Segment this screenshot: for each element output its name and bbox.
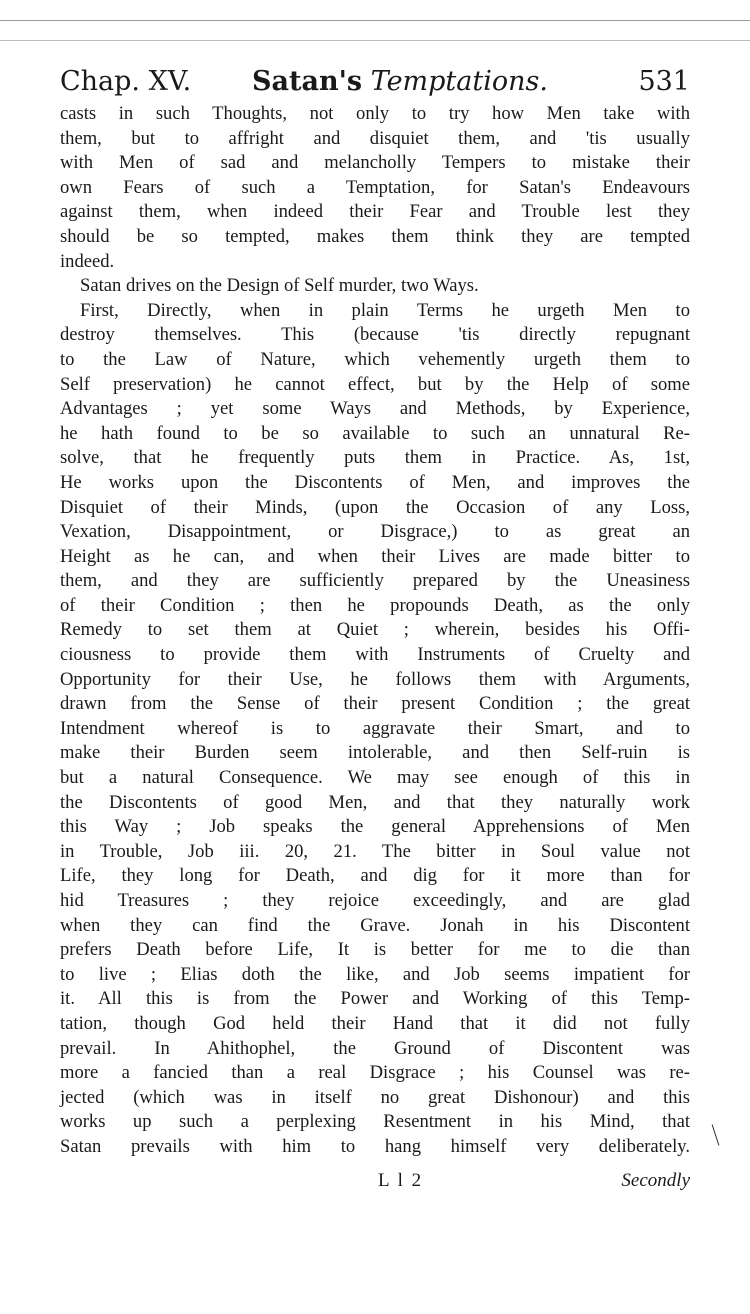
catchword: Secondly [621, 1169, 690, 1191]
text-line: solve, that he frequently puts them in Practice. As, 1st, [60, 447, 690, 469]
text-line: with Men of sad and melancholly Tempers to mistake their [60, 152, 690, 174]
text-line: jected (which was in itself no great Dishonour) and this [60, 1086, 690, 1108]
text-line: First, Directly, when in plain Terms he urgeth Men to [80, 299, 690, 321]
margin-mark [712, 1124, 720, 1145]
text-line: prevail. In Ahithophel, the Ground of Discontent was [60, 1037, 690, 1059]
text-line: Remedy to set them at Quiet ; wherein, besides his Offi- [60, 619, 690, 641]
chapter-heading: Chap. XV. [60, 66, 192, 97]
text-line: in Trouble, Job iii. 20, 21. The bitter in Soul value not [60, 840, 690, 862]
text-line: indeed. [60, 250, 115, 272]
text-line: Vexation, Disappointment, or Disgrace,) to as great an [60, 521, 690, 543]
text-line: works up such a perplexing Resentment in his Mind, that [60, 1111, 690, 1133]
text-line: but a natural Consequence. We may see enough of this in [60, 767, 690, 789]
text-line: drawn from the Sense of their present Condition ; the great [60, 693, 690, 715]
text-line: Satan drives on the Design of Self murder, two Ways. [80, 275, 479, 297]
text-line: hid Treasures ; they rejoice exceedingly, and are glad [60, 890, 690, 911]
text-line: when they can find the Grave. Jonah in his Discontent [60, 914, 690, 936]
text-line: to the Law of Nature, which vehemently urgeth them to [60, 348, 690, 370]
top-rule [0, 20, 750, 21]
text-line: this Way ; Job speaks the general Apprehensions of Men [60, 816, 690, 838]
text-line: more a fancied than a real Disgrace ; his Counsel was re- [60, 1062, 690, 1084]
running-title [252, 64, 548, 100]
text-line: Opportunity for their Use, he follows them with Arguments, [60, 668, 690, 690]
text-line: them, but to affright and disquiet them, and 'tis usually [60, 127, 690, 149]
second-rule [0, 40, 750, 41]
text-line: it. All this is from the Power and Working of this Temp- [60, 988, 690, 1010]
text-line: prefers Death before Life, It is better for me to die than [60, 939, 690, 961]
body-text [60, 102, 690, 1160]
running-header [60, 62, 690, 102]
text-line: make their Burden seem intolerable, and then Self-ruin is [60, 742, 690, 764]
text-line: casts in such Thoughts, not only to try how Men take with [60, 103, 690, 124]
running-title-suffix: Temptations. [370, 66, 548, 97]
book-page [60, 62, 690, 1198]
text-line: them, and they are sufficiently prepared by the Uneasiness [60, 570, 690, 592]
signature-mark: L l 2 [378, 1169, 424, 1191]
text-line: destroy themselves. This (because 'tis directly repugnant [60, 324, 690, 346]
text-line: ciousness to provide them with Instruments of Cruelty and [60, 644, 690, 666]
text-line: Intendment whereof is to aggravate their Smart, and to [60, 717, 690, 739]
text-line: Self preservation) he cannot effect, but by the Help of some [60, 373, 690, 395]
page-number: 531 [638, 66, 690, 97]
text-line: own Fears of such a Temptation, for Satan's Endeavours [60, 176, 690, 198]
text-line: he hath found to be so available to such an unnatural Re- [60, 422, 690, 444]
text-line: tation, though God held their Hand that it did not fully [60, 1012, 690, 1034]
text-line: Life, they long for Death, and dig for it more than for [60, 865, 690, 887]
page-footer [60, 1166, 690, 1198]
text-line: of their Condition ; then he propounds Death, as the only [60, 594, 690, 616]
running-title-prefix: Satan's [252, 66, 363, 97]
text-line: should be so tempted, makes them think they are tempted [60, 225, 690, 247]
text-line: the Discontents of good Men, and that they naturally work [60, 791, 690, 813]
text-line: against them, when indeed their Fear and Trouble lest they [60, 201, 690, 223]
text-line: Height as he can, and when their Lives are made bitter to [60, 545, 690, 567]
text-line: He works upon the Discontents of Men, and improves the [60, 471, 690, 493]
text-line: Disquiet of their Minds, (upon the Occasion of any Loss, [60, 496, 690, 518]
text-line: Satan prevails with him to hang himself very deliberately. [60, 1135, 690, 1157]
text-line: Advantages ; yet some Ways and Methods, by Experience, [60, 398, 690, 420]
text-line: to live ; Elias doth the like, and Job seems impatient for [60, 963, 690, 985]
